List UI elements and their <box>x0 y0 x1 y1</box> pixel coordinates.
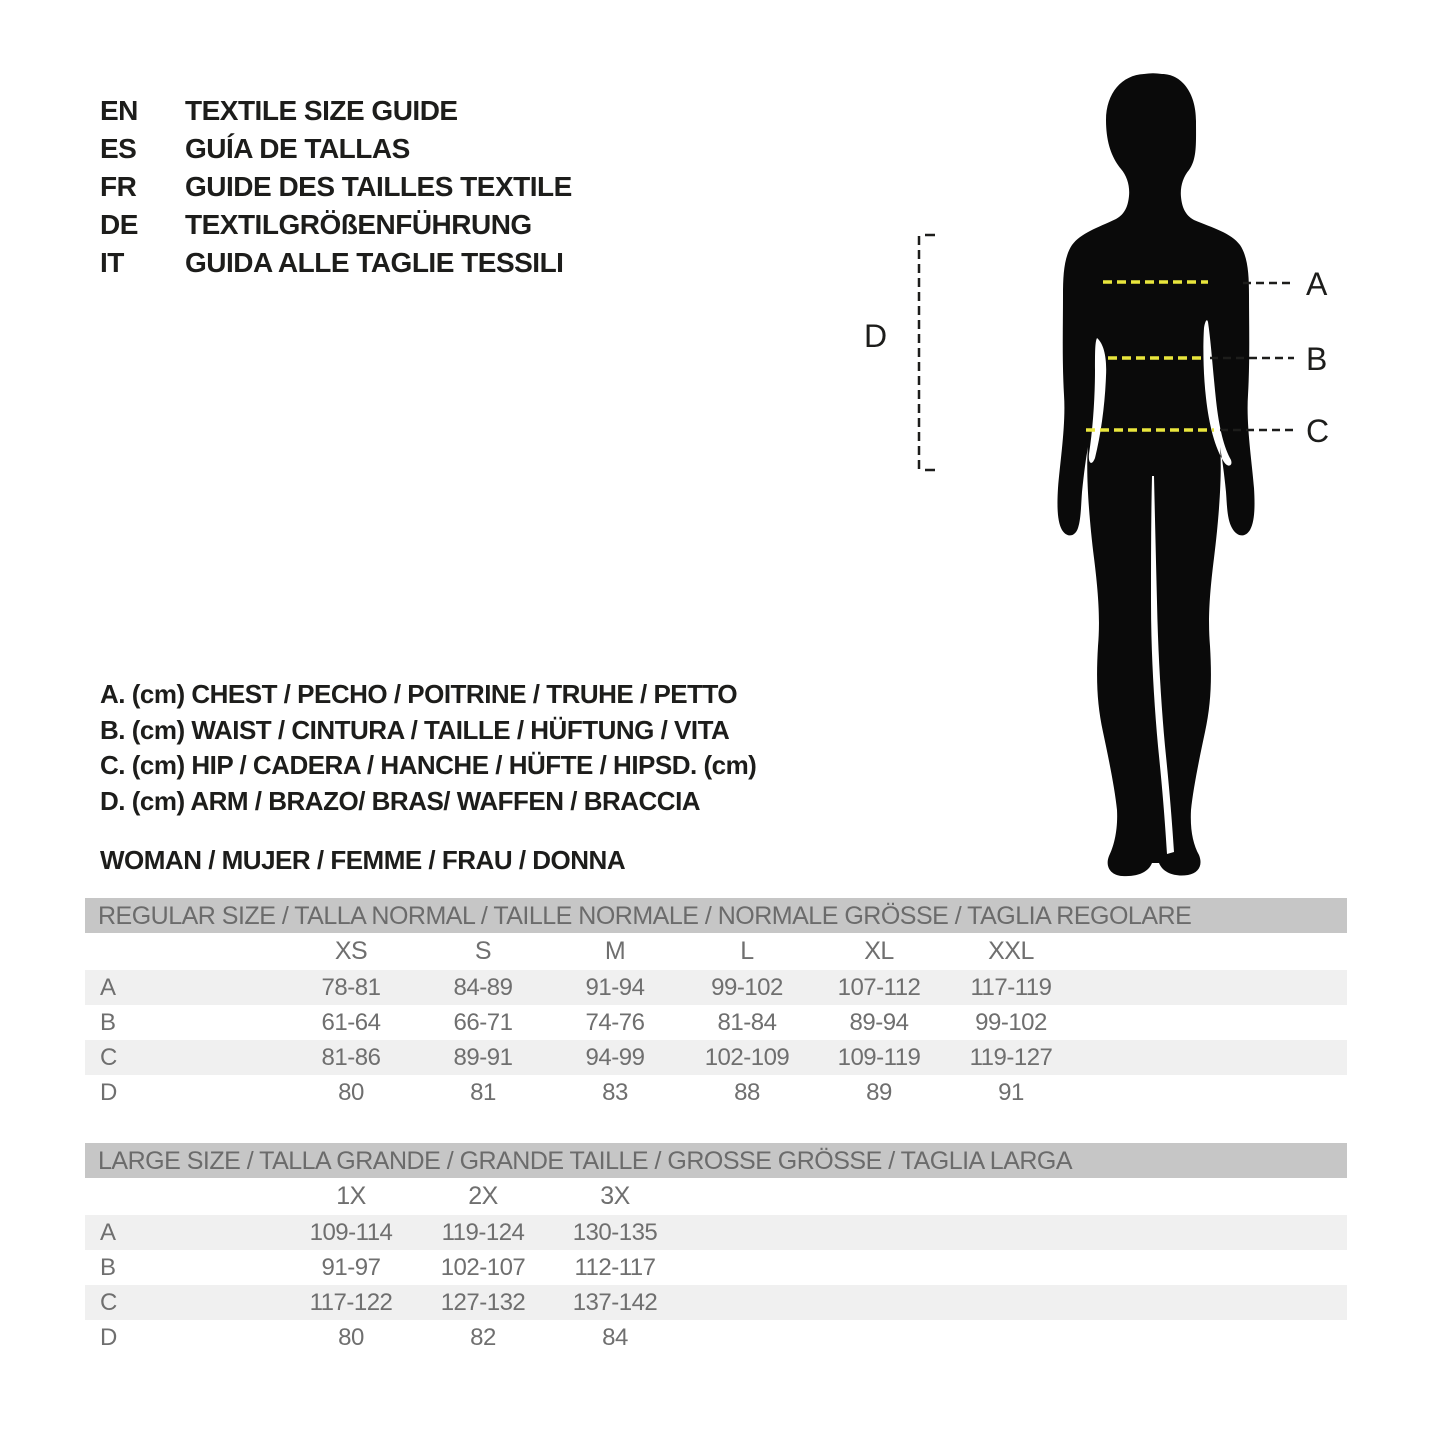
row-label: A <box>100 1219 116 1246</box>
size-column-header: 3X <box>600 1182 630 1210</box>
size-column-header: XS <box>334 937 368 965</box>
table-row <box>85 1040 1347 1075</box>
row-label: B <box>100 1009 116 1036</box>
measurement-value: 117-119 <box>970 974 1052 1001</box>
table-row <box>85 1285 1347 1320</box>
gender-heading: WOMAN / MUJER / FEMME / FRAU / DONNA <box>100 845 626 875</box>
measurement-value: 112-117 <box>574 1254 656 1281</box>
measurement-value: 78-81 <box>321 974 381 1001</box>
woman-silhouette <box>1057 73 1254 876</box>
measurement-value: 66-71 <box>453 1009 513 1036</box>
spacer-cell <box>1077 1005 1347 1040</box>
measurement-value: 84-89 <box>453 974 513 1001</box>
language-row <box>100 130 572 168</box>
spacer-cell <box>681 1320 1347 1355</box>
size-column-header: XXL <box>988 937 1034 965</box>
legend-line-waist: B. (cm) WAIST / CINTURA / TAILLE / HÜFTUNG / VITA <box>100 714 730 745</box>
size-header-row <box>85 933 1347 970</box>
measurement-value: 119-127 <box>969 1044 1053 1071</box>
language-title: TEXTILE SIZE GUIDE <box>185 95 458 126</box>
table-row <box>85 970 1347 1005</box>
language-title: TEXTILGRÖßENFÜHRUNG <box>185 209 532 240</box>
measurement-value: 99-102 <box>711 974 783 1001</box>
size-column-header: M <box>604 937 626 965</box>
legend-line-chest: A. (cm) CHEST / PECHO / POITRINE / TRUHE / PETTO <box>100 679 738 709</box>
language-code: DE <box>100 209 138 240</box>
row-label: C <box>100 1289 117 1316</box>
measurement-value: 74-76 <box>585 1009 645 1036</box>
language-title: GUÍA DE TALLAS <box>185 133 410 164</box>
measurement-value: 81-86 <box>321 1044 381 1071</box>
measurement-value: 127-132 <box>440 1289 526 1316</box>
measurement-value: 119-124 <box>441 1219 525 1246</box>
language-row <box>100 92 572 130</box>
measurement-value: 81 <box>470 1079 496 1106</box>
spacer-cell <box>1077 1040 1347 1075</box>
measurement-value: 91-97 <box>321 1254 381 1281</box>
measurement-value: 91 <box>998 1079 1024 1106</box>
measurement-value: 91-94 <box>585 974 645 1001</box>
spacer-cell <box>681 1178 1347 1215</box>
measurement-value: 137-142 <box>572 1289 658 1316</box>
measurement-value: 81-84 <box>717 1009 777 1036</box>
language-row <box>100 168 572 206</box>
measurement-value: 109-114 <box>309 1219 393 1246</box>
size-column-header: L <box>740 937 754 965</box>
measurement-value: 130-135 <box>572 1219 658 1246</box>
measurement-value: 99-102 <box>975 1009 1047 1036</box>
legend-line-arm: D. (cm) ARM / BRAZO/ BRAS/ WAFFEN / BRACCIA <box>100 785 701 816</box>
row-label: D <box>100 1324 117 1351</box>
waist-label: B <box>1306 341 1328 377</box>
spacer-cell <box>681 1215 1347 1250</box>
measurement-value: 61-64 <box>321 1009 381 1036</box>
size-column-header: XL <box>864 937 894 965</box>
empty-cell <box>85 1178 285 1215</box>
hip-label: C <box>1306 413 1330 449</box>
row-label: B <box>100 1254 116 1281</box>
language-title: GUIDE DES TAILLES TEXTILE <box>185 171 572 202</box>
size-column-header: 1X <box>336 1182 366 1210</box>
language-row <box>100 206 572 244</box>
chest-label: A <box>1306 266 1328 302</box>
legend-line-hip: C. (cm) HIP / CADERA / HANCHE / HÜFTE / HIPSD. (cm) <box>100 750 757 780</box>
row-label: A <box>100 974 116 1001</box>
table-row <box>85 1250 1347 1285</box>
regular-size-table-title: REGULAR SIZE / TALLA NORMAL / TAILLE NORMALE / NORMALE GRÖSSE / TAGLIA REGOLARE <box>85 898 1347 933</box>
size-column-header: S <box>474 937 492 965</box>
empty-cell <box>85 933 285 970</box>
regular-size-table <box>85 898 1347 1110</box>
measurement-value: 89 <box>866 1079 892 1106</box>
measurement-value: 109-119 <box>837 1044 921 1071</box>
measurement-value: 89-94 <box>849 1009 909 1036</box>
size-header-row <box>85 1178 1347 1215</box>
language-code: IT <box>100 247 124 278</box>
measurement-value: 94-99 <box>585 1044 645 1071</box>
measurement-value: 102-109 <box>704 1044 790 1071</box>
language-row <box>100 244 572 282</box>
language-title: GUIDA ALLE TAGLIE TESSILI <box>185 247 564 278</box>
spacer-cell <box>681 1285 1347 1320</box>
measurement-value: 83 <box>602 1079 628 1106</box>
large-size-table <box>85 1143 1347 1355</box>
measurement-value: 107-112 <box>837 974 921 1001</box>
measurement-value: 82 <box>470 1324 496 1351</box>
row-label: D <box>100 1079 117 1106</box>
large-size-table-title: LARGE SIZE / TALLA GRANDE / GRANDE TAILLE / GROSSE GRÖSSE / TAGLIA LARGA <box>85 1143 1347 1178</box>
measurement-value: 88 <box>734 1079 760 1106</box>
table-row <box>85 1005 1347 1040</box>
spacer-cell <box>1077 970 1347 1005</box>
measurement-value: 89-91 <box>453 1044 513 1071</box>
spacer-cell <box>1077 933 1347 970</box>
measurement-value: 117-122 <box>309 1289 393 1316</box>
table-row <box>85 1075 1347 1110</box>
measurement-value: 84 <box>602 1324 628 1351</box>
woman-silhouette-figure <box>850 70 1350 890</box>
language-code: FR <box>100 171 137 202</box>
size-column-header: 2X <box>468 1182 498 1210</box>
row-label: C <box>100 1044 117 1071</box>
language-title-list <box>100 92 572 282</box>
spacer-cell <box>681 1250 1347 1285</box>
table-row <box>85 1320 1347 1355</box>
table-row <box>85 1215 1347 1250</box>
measurement-value: 80 <box>338 1324 364 1351</box>
language-code: ES <box>100 133 137 164</box>
language-code: EN <box>100 95 138 126</box>
spacer-cell <box>1077 1075 1347 1110</box>
arm-label: D <box>864 318 888 354</box>
measurement-value: 80 <box>338 1079 364 1106</box>
measurement-legend <box>100 677 756 819</box>
measurement-value: 102-107 <box>440 1254 526 1281</box>
